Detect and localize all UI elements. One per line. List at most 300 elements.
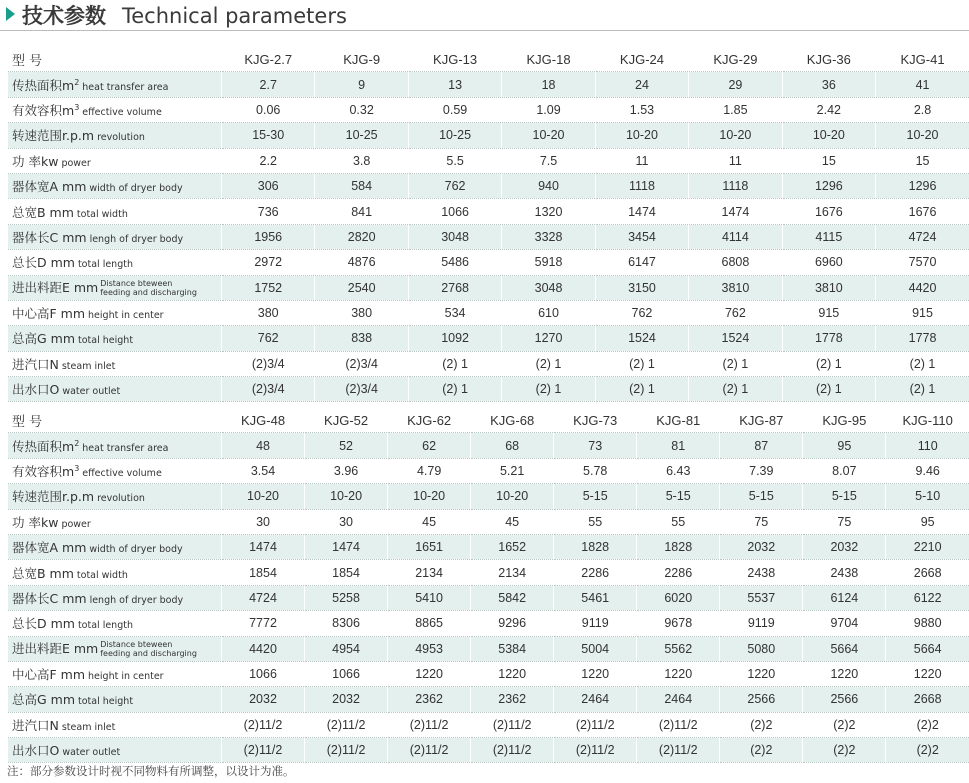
- model-name-cell: KJG-29: [689, 47, 782, 72]
- page-header: [0, 0, 969, 30]
- value-cell: 95: [886, 509, 969, 534]
- value-cell: 5.78: [554, 458, 637, 483]
- row-label-chinese: 出水口O: [12, 743, 60, 759]
- table-row: [8, 636, 969, 661]
- value-cell: 380: [315, 300, 408, 325]
- value-cell: 9296: [471, 611, 554, 636]
- value-cell: 2768: [408, 275, 501, 300]
- title-chinese: 技术参数: [22, 4, 106, 28]
- value-cell: 6020: [637, 585, 720, 610]
- row-label-english: total height: [78, 335, 134, 347]
- value-cell: 15: [782, 148, 875, 173]
- row-label-chinese: 传热面积m: [12, 77, 75, 93]
- row-label-english: total length: [77, 620, 133, 632]
- value-cell: 75: [720, 509, 803, 534]
- table-row: [8, 72, 969, 97]
- table-row: [8, 275, 969, 300]
- value-cell: 55: [554, 509, 637, 534]
- value-cell: 18: [502, 72, 595, 97]
- row-label-chinese: 器体宽A mm: [12, 179, 87, 195]
- row-label-cell: [8, 712, 222, 737]
- value-cell: 2972: [222, 250, 315, 275]
- value-cell: (2)11/2: [637, 712, 720, 737]
- row-label-english: power: [61, 157, 91, 169]
- row-label-chinese: 中心高F mm: [12, 306, 86, 322]
- value-cell: 1220: [471, 661, 554, 686]
- row-label-english: revolution: [97, 132, 145, 144]
- table-row: [8, 148, 969, 173]
- row-label-english: total width: [76, 569, 128, 581]
- value-cell: 306: [222, 173, 315, 198]
- value-cell: 2464: [637, 687, 720, 712]
- model-name-cell: KJG-73: [554, 408, 637, 433]
- value-cell: 5-15: [720, 484, 803, 509]
- table-row: [8, 300, 969, 325]
- value-cell: 1066: [408, 199, 501, 224]
- value-cell: 1.85: [689, 97, 782, 122]
- row-label-english-line1: Distance btewe​en: [100, 279, 173, 289]
- value-cell: 110: [886, 433, 969, 458]
- row-label-chinese: 有效容积m: [12, 463, 75, 479]
- row-label-cell: [8, 72, 222, 97]
- table-row: [8, 224, 969, 249]
- value-cell: 2464: [554, 687, 637, 712]
- row-label-cell: [8, 275, 222, 300]
- value-cell: (2) 1: [782, 351, 875, 376]
- row-label-chinese: 转速范围r.p.m: [12, 489, 95, 505]
- value-cell: 2438: [720, 560, 803, 585]
- table-row: [8, 661, 969, 686]
- page-title: [22, 0, 347, 30]
- value-cell: 940: [502, 173, 595, 198]
- value-cell: 6147: [595, 250, 688, 275]
- value-cell: (2)11/2: [222, 738, 305, 763]
- table-row: [8, 123, 969, 148]
- value-cell: 3810: [782, 275, 875, 300]
- table-header-row: [8, 47, 969, 72]
- value-cell: 5410: [388, 585, 471, 610]
- row-label-chinese: 总长D mm: [12, 616, 75, 632]
- value-cell: 2286: [637, 560, 720, 585]
- row-label-english-line2: feeding and discharging: [100, 648, 197, 658]
- value-cell: (2)11/2: [471, 738, 554, 763]
- value-cell: 5.5: [408, 148, 501, 173]
- value-cell: 10-20: [876, 123, 969, 148]
- table-row: [8, 611, 969, 636]
- value-cell: 8865: [388, 611, 471, 636]
- row-label-cell: [8, 300, 222, 325]
- table-row: [8, 173, 969, 198]
- table-row: [8, 377, 969, 402]
- value-cell: (2) 1: [408, 351, 501, 376]
- row-label-chinese: 器体宽A mm: [12, 540, 87, 556]
- value-cell: 29: [689, 72, 782, 97]
- value-cell: 5080: [720, 636, 803, 661]
- row-label-chinese: 器体长C mm: [12, 590, 87, 606]
- row-label-cell: [8, 326, 222, 351]
- value-cell: 4115: [782, 224, 875, 249]
- row-label-english: lengh of dryer body: [89, 594, 184, 606]
- value-cell: 5842: [471, 585, 554, 610]
- model-name-cell: KJG-87: [720, 408, 803, 433]
- value-cell: 1778: [782, 326, 875, 351]
- value-cell: 2540: [315, 275, 408, 300]
- model-name-cell: KJG-24: [595, 47, 688, 72]
- value-cell: (2)3/4: [222, 377, 315, 402]
- row-label-chinese: 进出料距E mm: [12, 641, 99, 657]
- row-label-chinese: 传热面积m: [12, 438, 75, 454]
- value-cell: 1524: [689, 326, 782, 351]
- row-label-english-stack: [100, 641, 197, 658]
- value-cell: (2)2: [886, 712, 969, 737]
- value-cell: 5461: [554, 585, 637, 610]
- model-name-cell: KJG-9: [315, 47, 408, 72]
- value-cell: 6122: [886, 585, 969, 610]
- value-cell: 1092: [408, 326, 501, 351]
- value-cell: 0.59: [408, 97, 501, 122]
- value-cell: 10-25: [315, 123, 408, 148]
- row-label-cell: [8, 509, 222, 534]
- model-name-cell: KJG-110: [886, 408, 969, 433]
- value-cell: 5-15: [554, 484, 637, 509]
- value-cell: (2)11/2: [554, 738, 637, 763]
- header-divider: [0, 30, 969, 31]
- value-cell: 2032: [720, 534, 803, 559]
- value-cell: 10-25: [408, 123, 501, 148]
- value-cell: (2)3/4: [222, 351, 315, 376]
- row-label-cell: [8, 560, 222, 585]
- value-cell: 1118: [595, 173, 688, 198]
- row-label-english: effective volume: [82, 467, 162, 479]
- value-cell: 380: [222, 300, 315, 325]
- row-label-cell: [8, 199, 222, 224]
- value-cell: 2362: [471, 687, 554, 712]
- value-cell: 36: [782, 72, 875, 97]
- value-cell: 6960: [782, 250, 875, 275]
- value-cell: 2032: [305, 687, 388, 712]
- row-label-cell: [8, 611, 222, 636]
- value-cell: 1270: [502, 326, 595, 351]
- value-cell: (2)11/2: [471, 712, 554, 737]
- value-cell: 2.42: [782, 97, 875, 122]
- table-row: [8, 509, 969, 534]
- value-cell: 1220: [554, 661, 637, 686]
- value-cell: 2668: [886, 560, 969, 585]
- value-cell: 2210: [886, 534, 969, 559]
- value-cell: 2286: [554, 560, 637, 585]
- row-label-unit-exponent: 3: [74, 102, 80, 112]
- row-label-cell: [8, 250, 222, 275]
- value-cell: 3328: [502, 224, 595, 249]
- value-cell: (2) 1: [689, 351, 782, 376]
- value-cell: 73: [554, 433, 637, 458]
- value-cell: 0.32: [315, 97, 408, 122]
- value-cell: 87: [720, 433, 803, 458]
- value-cell: 10-20: [305, 484, 388, 509]
- value-cell: (2) 1: [782, 377, 875, 402]
- value-cell: (2)11/2: [388, 712, 471, 737]
- value-cell: 9119: [554, 611, 637, 636]
- value-cell: (2) 1: [502, 351, 595, 376]
- title-english: Technical parameters: [122, 4, 347, 28]
- value-cell: 41: [876, 72, 969, 97]
- table-row: [8, 738, 969, 763]
- value-cell: 3.96: [305, 458, 388, 483]
- row-label-cell: [8, 585, 222, 610]
- value-cell: 1220: [637, 661, 720, 686]
- value-cell: 7772: [222, 611, 305, 636]
- row-label-english: effective volume: [82, 106, 162, 118]
- model-name-cell: KJG-48: [222, 408, 305, 433]
- value-cell: 5664: [886, 636, 969, 661]
- value-cell: 9.46: [886, 458, 969, 483]
- table-row: [8, 458, 969, 483]
- value-cell: 3.54: [222, 458, 305, 483]
- footnote: 注：部分参数设计时视不同物料有所调整，以设计为准。: [7, 764, 295, 778]
- value-cell: 1066: [222, 661, 305, 686]
- row-label-english: heat transfer area: [82, 442, 169, 454]
- value-cell: 1652: [471, 534, 554, 559]
- table-row: [8, 484, 969, 509]
- row-label-chinese: 总高G mm: [12, 331, 76, 347]
- model-label-cell: 型 号: [8, 47, 222, 72]
- row-label-chinese: 中心高F mm: [12, 667, 86, 683]
- value-cell: 4114: [689, 224, 782, 249]
- value-cell: 62: [388, 433, 471, 458]
- value-cell: 30: [305, 509, 388, 534]
- value-cell: 1828: [554, 534, 637, 559]
- value-cell: 1676: [782, 199, 875, 224]
- row-label-english-stack: [100, 280, 197, 297]
- row-label-cell: [8, 351, 222, 376]
- value-cell: 2668: [886, 687, 969, 712]
- value-cell: 5664: [803, 636, 886, 661]
- model-name-cell: KJG-52: [305, 408, 388, 433]
- value-cell: 7.5: [502, 148, 595, 173]
- row-label-chinese: 进汽口N: [12, 356, 59, 372]
- row-label-chinese: 总宽B mm: [12, 565, 74, 581]
- value-cell: (2)11/2: [305, 738, 388, 763]
- value-cell: (2)2: [886, 738, 969, 763]
- model-name-cell: KJG-81: [637, 408, 720, 433]
- row-label-english: total length: [77, 259, 133, 271]
- value-cell: (2) 1: [689, 377, 782, 402]
- row-label-unit-exponent: 2: [74, 438, 80, 448]
- model-name-cell: KJG-68: [471, 408, 554, 433]
- table-row: [8, 560, 969, 585]
- value-cell: 7.39: [720, 458, 803, 483]
- value-cell: 5.21: [471, 458, 554, 483]
- value-cell: 1220: [388, 661, 471, 686]
- value-cell: 1220: [886, 661, 969, 686]
- value-cell: 838: [315, 326, 408, 351]
- value-cell: 15: [876, 148, 969, 173]
- value-cell: 52: [305, 433, 388, 458]
- value-cell: 4954: [305, 636, 388, 661]
- row-label-chinese: 总宽B mm: [12, 204, 74, 220]
- value-cell: 5-15: [637, 484, 720, 509]
- table-header-row: [8, 408, 969, 433]
- value-cell: 45: [471, 509, 554, 534]
- value-cell: 1854: [222, 560, 305, 585]
- value-cell: 11: [595, 148, 688, 173]
- row-label-chinese: 进汽口N: [12, 717, 59, 733]
- value-cell: 915: [782, 300, 875, 325]
- value-cell: (2)2: [720, 738, 803, 763]
- value-cell: 736: [222, 199, 315, 224]
- row-label-chinese: 有效容积m: [12, 102, 75, 118]
- row-label-cell: [8, 534, 222, 559]
- value-cell: 1956: [222, 224, 315, 249]
- row-label-cell: [8, 173, 222, 198]
- value-cell: 762: [408, 173, 501, 198]
- row-label-cell: [8, 97, 222, 122]
- value-cell: 1296: [782, 173, 875, 198]
- value-cell: 10-20: [222, 484, 305, 509]
- value-cell: 841: [315, 199, 408, 224]
- value-cell: 1854: [305, 560, 388, 585]
- value-cell: 5918: [502, 250, 595, 275]
- value-cell: 95: [803, 433, 886, 458]
- model-name-cell: KJG-36: [782, 47, 875, 72]
- row-label-chinese: 转速范围r.p.m: [12, 128, 95, 144]
- row-label-cell: [8, 148, 222, 173]
- value-cell: 75: [803, 509, 886, 534]
- value-cell: (2)2: [803, 712, 886, 737]
- value-cell: 2.7: [222, 72, 315, 97]
- model-name-cell: KJG-41: [876, 47, 969, 72]
- table-row: [8, 687, 969, 712]
- value-cell: 3.8: [315, 148, 408, 173]
- table-row: [8, 534, 969, 559]
- row-label-english: water outlet: [62, 747, 121, 759]
- value-cell: 1524: [595, 326, 688, 351]
- value-cell: 68: [471, 433, 554, 458]
- row-label-cell: [8, 687, 222, 712]
- row-label-chinese: 功 率kw: [12, 514, 59, 530]
- value-cell: 9: [315, 72, 408, 97]
- value-cell: 5537: [720, 585, 803, 610]
- value-cell: 4876: [315, 250, 408, 275]
- value-cell: 2134: [388, 560, 471, 585]
- value-cell: 9704: [803, 611, 886, 636]
- value-cell: 1474: [222, 534, 305, 559]
- value-cell: 0.06: [222, 97, 315, 122]
- value-cell: 2820: [315, 224, 408, 249]
- value-cell: 45: [388, 509, 471, 534]
- row-label-english: water outlet: [62, 386, 121, 398]
- row-label-english: steam inlet: [61, 360, 116, 372]
- play-arrow-icon: [6, 7, 15, 21]
- table-row: [8, 433, 969, 458]
- value-cell: 2.2: [222, 148, 315, 173]
- value-cell: 10-20: [502, 123, 595, 148]
- value-cell: 5-10: [886, 484, 969, 509]
- row-label-unit-exponent: 2: [74, 77, 80, 87]
- value-cell: 48: [222, 433, 305, 458]
- model-label-cell: 型 号: [8, 408, 222, 433]
- row-label-english: power: [61, 518, 91, 530]
- value-cell: 3810: [689, 275, 782, 300]
- value-cell: 2032: [222, 687, 305, 712]
- row-label-english-line2: feeding and discharging: [100, 287, 197, 297]
- parameters-table-1: [7, 47, 969, 402]
- value-cell: 10-20: [595, 123, 688, 148]
- value-cell: (2) 1: [408, 377, 501, 402]
- value-cell: 13: [408, 72, 501, 97]
- value-cell: 3048: [502, 275, 595, 300]
- value-cell: 1320: [502, 199, 595, 224]
- value-cell: 3048: [408, 224, 501, 249]
- value-cell: 762: [222, 326, 315, 351]
- value-cell: 1220: [803, 661, 886, 686]
- value-cell: 4724: [876, 224, 969, 249]
- row-label-chinese: 功 率kw: [12, 153, 59, 169]
- value-cell: 1066: [305, 661, 388, 686]
- value-cell: 7570: [876, 250, 969, 275]
- value-cell: 5258: [305, 585, 388, 610]
- value-cell: 5486: [408, 250, 501, 275]
- value-cell: 1.53: [595, 97, 688, 122]
- value-cell: 2032: [803, 534, 886, 559]
- value-cell: (2)11/2: [637, 738, 720, 763]
- value-cell: 1676: [876, 199, 969, 224]
- row-label-cell: [8, 433, 222, 458]
- row-label-unit-exponent: 3: [74, 463, 80, 473]
- value-cell: 1474: [305, 534, 388, 559]
- value-cell: 762: [689, 300, 782, 325]
- row-label-chinese: 总长D mm: [12, 255, 75, 271]
- row-label-english-line1: Distance btewe​en: [100, 640, 173, 650]
- value-cell: 4724: [222, 585, 305, 610]
- row-label-english: width of dryer body: [89, 544, 183, 556]
- value-cell: 5562: [637, 636, 720, 661]
- value-cell: (2)11/2: [222, 712, 305, 737]
- value-cell: (2) 1: [876, 377, 969, 402]
- value-cell: 4420: [222, 636, 305, 661]
- value-cell: 9119: [720, 611, 803, 636]
- table-row: [8, 712, 969, 737]
- row-label-cell: [8, 484, 222, 509]
- row-label-english: width of dryer body: [89, 183, 183, 195]
- value-cell: 11: [689, 148, 782, 173]
- row-label-cell: [8, 661, 222, 686]
- row-label-chinese: 出水口O: [12, 382, 60, 398]
- value-cell: (2) 1: [595, 351, 688, 376]
- row-label-cell: [8, 458, 222, 483]
- value-cell: 3454: [595, 224, 688, 249]
- value-cell: (2)11/2: [388, 738, 471, 763]
- value-cell: 2438: [803, 560, 886, 585]
- table-row: [8, 250, 969, 275]
- value-cell: 10-20: [782, 123, 875, 148]
- parameters-table-2: [7, 408, 969, 763]
- row-label-chinese: 总高G mm: [12, 692, 76, 708]
- value-cell: 1778: [876, 326, 969, 351]
- row-label-english: steam inlet: [61, 721, 116, 733]
- model-name-cell: KJG-95: [803, 408, 886, 433]
- row-label-cell: [8, 224, 222, 249]
- value-cell: 1220: [720, 661, 803, 686]
- value-cell: (2) 1: [502, 377, 595, 402]
- row-label-chinese: 进出料距E mm: [12, 280, 99, 296]
- value-cell: (2) 1: [876, 351, 969, 376]
- value-cell: 9880: [886, 611, 969, 636]
- value-cell: 30: [222, 509, 305, 534]
- value-cell: 762: [595, 300, 688, 325]
- value-cell: 2134: [471, 560, 554, 585]
- value-cell: 2.8: [876, 97, 969, 122]
